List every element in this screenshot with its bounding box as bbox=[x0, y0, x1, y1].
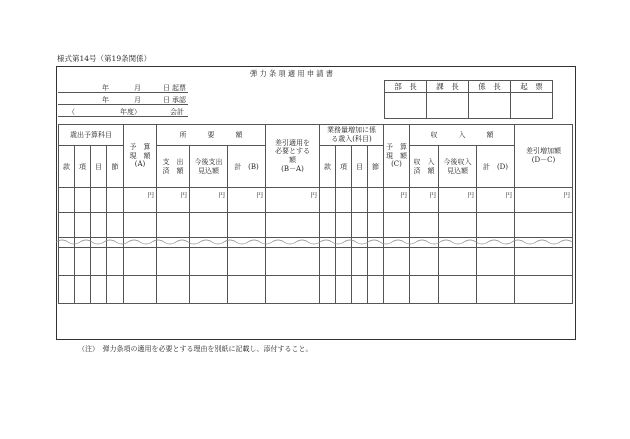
revenue-amount-header: 収 入 額 bbox=[410, 125, 515, 146]
kou-header: 項 bbox=[75, 146, 91, 188]
draft-label: 起票 bbox=[172, 84, 186, 92]
table-row bbox=[59, 276, 573, 304]
difference-header: 差引適用を 必要とする 額 (B－A) bbox=[266, 125, 320, 188]
stamp-head-subsection-chief: 係 長 bbox=[469, 81, 511, 93]
table-break-mark bbox=[56, 238, 577, 246]
increase-difference-cell[interactable]: 円 bbox=[515, 188, 573, 213]
approval-label: 承認 bbox=[172, 96, 186, 104]
stamp-box-section-chief[interactable] bbox=[427, 93, 469, 119]
revenue-budget-cell[interactable]: 円 bbox=[384, 188, 410, 213]
account-label: 会計 bbox=[170, 108, 184, 116]
future-income-header: 今後収入 見込額 bbox=[439, 146, 477, 188]
total-d-header: 計 (D) bbox=[477, 146, 515, 188]
table-row bbox=[59, 213, 573, 238]
revenue-budget-header: 予 算 現 額 (C) bbox=[384, 125, 410, 188]
future-spend-header: 今後支出 見込額 bbox=[190, 146, 228, 188]
approval-date-row: 年 月 日 承認 bbox=[58, 93, 188, 105]
footnote: （注） 弾力条項の適用を必要とする理由を別紙に記載し、添付すること。 bbox=[78, 345, 313, 353]
required-amount-header: 所 要 額 bbox=[157, 125, 266, 146]
rev-moku-header: 目 bbox=[352, 146, 368, 188]
stamp-head-section-chief: 課 長 bbox=[427, 81, 469, 93]
draft-date-row: 年 月 日 起票 bbox=[58, 81, 188, 93]
received-cell[interactable]: 円 bbox=[410, 188, 439, 213]
revenue-item-header: 業務量増加に係 る歳入(科目) bbox=[320, 125, 384, 146]
stamp-head-drafter: 起 票 bbox=[511, 81, 553, 93]
form-number: 様式第14号（第19条関係） bbox=[57, 54, 152, 63]
date-block bbox=[58, 81, 188, 117]
spent-header: 支 出 済 額 bbox=[157, 146, 190, 188]
form-caption: 弾 力 条 項 適 用 申 請 書 bbox=[250, 69, 333, 78]
rev-kan-header: 款 bbox=[320, 146, 336, 188]
total-b-cell[interactable]: 円 bbox=[228, 188, 266, 213]
stamp-head-director: 部 長 bbox=[385, 81, 427, 93]
future-spend-cell[interactable]: 円 bbox=[190, 188, 228, 213]
increase-difference-header: 差引増加額 (D－C) bbox=[515, 125, 573, 188]
application-table bbox=[58, 124, 573, 304]
approval-stamp-table bbox=[384, 80, 553, 119]
table-row bbox=[59, 248, 573, 276]
total-b-header: 計 (B) bbox=[228, 146, 266, 188]
fiscal-year-row: （ 年度） 会計 bbox=[58, 105, 188, 117]
difference-cell[interactable]: 円 bbox=[266, 188, 320, 213]
budget-amount-cell[interactable]: 円 bbox=[124, 188, 157, 213]
future-income-cell[interactable]: 円 bbox=[439, 188, 477, 213]
stamp-box-drafter[interactable] bbox=[511, 93, 553, 119]
table-row bbox=[59, 188, 573, 213]
budget-amount-header: 予 算 現 額 (A) bbox=[124, 125, 157, 188]
budget-item-header: 歳出予算科目 bbox=[59, 125, 124, 146]
stamp-box-director[interactable] bbox=[385, 93, 427, 119]
received-header: 収 入 済 額 bbox=[410, 146, 439, 188]
kan-header: 款 bbox=[59, 146, 75, 188]
setsu-header: 節 bbox=[107, 146, 124, 188]
stamp-box-subsection-chief[interactable] bbox=[469, 93, 511, 119]
rev-setsu-header: 節 bbox=[368, 146, 384, 188]
total-d-cell[interactable]: 円 bbox=[477, 188, 515, 213]
spent-cell[interactable]: 円 bbox=[157, 188, 190, 213]
moku-header: 目 bbox=[91, 146, 107, 188]
rev-kou-header: 項 bbox=[336, 146, 352, 188]
